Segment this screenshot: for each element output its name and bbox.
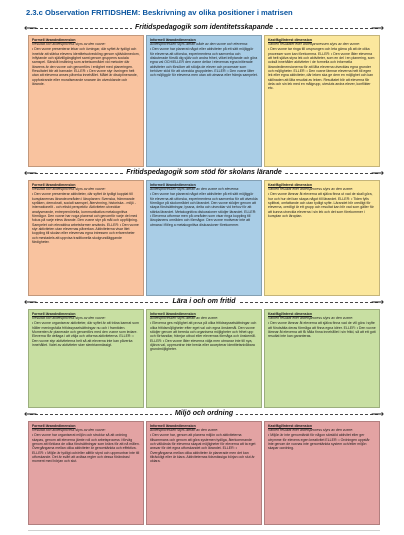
cell-body: • Den vuxne har organiserat miljön och struktur så att ordning skapas, genom att eleverna jämte roll och arbetsprocess i förväg genom att förklara de olika förutsättningar som krävs för att nå målen. Övergångarna mellan olika aktiviteter är genomtänkta och effektiva. ELLER: • Miljön är tydligt och/eller alltför styrd och uppmuntrar inte till utforskande. Det är svårt att avläsa regler och dessa förändras/ moment med början och slut.: [32, 433, 140, 464]
arrow-left-icon: ⟵: [24, 409, 37, 419]
cell-subheading: Varken resultatet eller arbetsprocessen styrs av den vuxne:: [268, 42, 360, 47]
footer-divider: [28, 530, 380, 531]
cell-subheading: Resultat och arbetsprocess styrs av den vuxne:: [32, 428, 106, 433]
cell-heading: Kastfågl/Intrest dimension: [268, 312, 312, 316]
cell-heading: Formell lärandedimension: [32, 38, 76, 42]
cell-body: • Den vuxne lämnar åt eleverna att själva finna ut vad de skall göra, hur och hur det kan skapa något till lärandet. ELLER: • Tiden fylls splittrat, omfattande och utan tydligt syfte. Lärandet blir oredligt för eleverna, oredligt är ett grupp och resultat kan blir vad som gäller för att kunna utveckla eleverna i sin lek och det som förekommer i kursplan och läroplan.: [268, 192, 374, 218]
cell-subheading: Resultat och arbetsprocess styrs av den vuxne:: [32, 187, 106, 192]
section-band: [24, 408, 384, 420]
cell-chaotic: [264, 180, 380, 296]
section-band: [24, 296, 384, 308]
section-band: [24, 167, 384, 179]
cell-heading: Informell lärandedimension: [150, 183, 196, 187]
cell-formal: [28, 180, 144, 296]
cell-heading: Kastfågl/Intrest dimension: [268, 183, 312, 187]
cell-subheading: Arbetsprocessen styrs utifrån av den vuxne:: [150, 316, 219, 321]
cell-informal: [146, 421, 262, 525]
cell-heading: Informell lärandedimension: [150, 424, 196, 428]
cell-body: • Den vuxne presenterar aktiviteter, där syftet är tydligt kopplat till kursplanernas lärandeområden i läroplanen: Svenska, främmande språken, demokrati, socialt samspel, återvinning, historiska - miljö - internationellt - och etiskt perspektiv. Aktiviteten utvecklar analyserande, entreprenöriella, kommunikativa metakognitiva förmågor. Den vuxne har noga planerat och genomför varje del med fokus på varje elevs lärande. Den vuxne styr på mål och uppföljning. Sampelet och elevaktiva arbetsformer används. ELLER: • Den vuxne styr aktiviteten utan elevernas påverkan. Aktiviteterna visar litet koppling till skolan eller elevernas egna intressen och erfarenheter och mestadels att uppvisa traditionella skolgrundläggande färdigheter.: [32, 192, 139, 244]
cell-informal: [146, 309, 262, 408]
cell-subheading: Resultat och arbetsprocess styrs av den vuxne:: [32, 42, 106, 47]
cell-body: • Eleverna ges möjlighet att prova på olika fritidssysselsättningar och olika fritidsmöjligheter efter eget val och egna önskemål. Den vuxne stödjer genom att bereda och organisera möjligheter och frihet upp och förhandlar, främjar utbud eller elevernas förmåga och önskemål. ELLER: • Den vuxne låter eleverna välja men utmanar inte till nya, djärva val, uppmuntrar inte breda eller accepterar identitetsnivåbara grundmöjligheter.: [150, 321, 257, 352]
cell-heading: Formell lärandedimension: [32, 312, 76, 316]
cell-formal: [28, 35, 144, 167]
cell-chaotic: [264, 421, 380, 525]
cell-heading: Kastfågl/Intrest dimension: [268, 38, 312, 42]
cell-body: • Den vuxne organiserar aktiviteter, där syftet är att träna kamrat som håller meningsfulla fritidssysselsättningar nu och i framtiden. Momenten är planerade och genomförs med den vuxne som ledare. Eleverna får deltaga i att välja och utforma aktiviteterna. ELLER: • Den vuxne styr aktiviteterna helt så att eleverna inte kan påverka innehållet. Valet av aktiviteter sker slentrianmässigt.: [32, 321, 139, 347]
cell-heading: Informell lärandedimension: [150, 312, 196, 316]
cell-subheading: Arbetsprocessen styrs utifrån av den vuxne:: [150, 428, 219, 433]
cell-subheading: Varken resultat eller arbetsprocess styrs av den vuxne:: [268, 316, 354, 321]
arrow-right-icon: ⟶: [371, 168, 384, 178]
section-label: Fritidspedagogik som stöd för skolans lärande: [123, 167, 285, 179]
cell-subheading: Varken resultat eller arbetsprocess styrs av den vuxne:: [268, 187, 354, 192]
cell-subheading: Resultat och arbetsprocess styrs av den vuxne:: [32, 316, 106, 321]
page-title: 2.3.c Observation FRITIDSHEM: Beskrivning av olika positioner i matrisen: [26, 8, 293, 17]
cell-subheading: Arbetsprocessen styrs utifrån av den vuxne och eleverna:: [150, 187, 240, 192]
arrow-right-icon: ⟶: [371, 297, 384, 307]
section-band: [24, 22, 384, 34]
cell-subheading: Arbetsprocessen styrs utifrån både av den vuxne och eleverna:: [150, 42, 248, 47]
cell-informal: [146, 35, 262, 167]
cell-body: • Den vuxne tar ringa till ursprungen och leta gärna på att de olika processer som kan förekomma. ELLER: • Den vuxne låter eleverna att helt själva styra lek och aktiviteter, som en del i en planering, som också innehåller aktiviteter i de formella och informella lärandedimensionerna för att låta eleverna utvecklas egna grunder och möjligheter. ELLER: • Den vuxne lämnar eleverna helt till egen lek eller egna aktiviteter, där leken ska ge dem en möjlighet och kan skillnaden att låta resultat av leken. Resultatet blir att eleverna får dela och sin lek med en målgrupp, utesluts andra elever, konflikter etc.: [268, 47, 375, 91]
cell-body: • Den vuxne har planerat något eller aktiviteter på ett sätt möjliggör för eleverna att utforska, experimentera och samverka för att utveckla förmågor på skolområdet och lärandet. Den vuxne stödjer genom att skapa förutsättningar, lyssna, delta och utvecklar vid behov för att stärka lärandet. Metakognitiva diskussioner stödjer lärandet. ELLER: • Eleverna utformar men på områden som visar ringa koppling till läroplanens områden och förmågor. Den vuxne motiverar inte att utmana i flit/eg a metakognitiva diskussioner förekommer.: [150, 192, 258, 227]
arrow-right-icon: ⟶: [371, 409, 384, 419]
cell-formal: [28, 421, 144, 525]
cell-chaotic: [264, 35, 380, 167]
arrow-left-icon: ⟵: [24, 23, 37, 33]
cell-heading: Informell lärandedimension: [150, 38, 196, 42]
cell-body: • Miljön är inte genomtänkt för någon särskild aktivitet eller ger utrymme för elevens egen kreativitet ELLER: • Ordningen uppstår inte genom de vuxnas inte genomtänkta system och/eller miljön skapar oordning.: [268, 433, 370, 451]
cell-body: • Den vuxne presenterar lekar och övningar, där syftet är tydligt och innebär att stärka elevens identitetsutveckling genom självkännedom, inflytande och självtillgänglighet samt genom gruppens sociala samspel. Särskilt inslitning som arbetsområdet vid metoder där lärarens är den vuxne och genomförs i enlighet med planeringen. Resultatet blir att barnade: ELLER: • Den vuxne styr övningen helt utan att eleverna anses påverka innehållet. Målet är disciplinerande, uppfostrande eller moraliserande snarare än utvecklande och lärande.: [32, 47, 140, 86]
cell-formal: [28, 309, 144, 408]
section-label: Miljö och ordning: [172, 408, 236, 420]
cell-heading: Kastfågl/Intrest dimension: [268, 424, 312, 428]
cell-informal: [146, 180, 262, 296]
cell-heading: Formell lärandedimension: [32, 424, 76, 428]
cell-body: • Den vuxne lämnar åt eleverna att själva finna vad de vill göra i syfte att förutsätta deras förmåga att finna egna idéer. ELLER: • Den vuxne lämnar åt eleverna att få hålla finna innehållet i sin fritid, så att ett gott resultat inte kan garanteras.: [268, 321, 376, 339]
section-label: Lära i och om fritid: [169, 296, 238, 308]
cell-body: • Den vuxne har planerat något eller aktiviteter på ett sätt möjliggör för eleverna att utforska, experimentera och samverka och diskuterade förstå dig själv och andra frihet, vilket inflytande och göra egna val OCH/ELLER den vuxne deltar i elevernas egna initierade aktiviteter och försöker att stödja de elever och processer som behöver stöd för att utveckla gruppdelen. ELLER: • Den vuxne låter och möjliggör för eleverna men utan att utmana eller främja sampelet.: [150, 47, 258, 78]
arrow-right-icon: ⟶: [371, 23, 384, 33]
arrow-left-icon: ⟵: [24, 168, 37, 178]
cell-body: • Den vuxne har, genom att planera miljön och aktiviteterna tillsammans och genom att göra systemen tydliga, återkommande och välkända för eleverna skapat möjligheter för eleverna att ta eget ansvar för det egna utforskandet och lärandet. ELLER: • Övergångarna mellan olika aktiviteter är planerade men det kan tillräckligt eller är klara. Aktiviteternas tidsmässiga början och slut är oklara.: [150, 433, 256, 464]
arrow-left-icon: ⟵: [24, 297, 37, 307]
cell-subheading: Varken resultat eller arbetsprocess styrs av den vuxne:: [268, 428, 354, 433]
cell-heading: Formell lärandedimension: [32, 183, 76, 187]
section-label: Fritidspedagogik som identitetsskapande: [132, 22, 276, 34]
cell-chaotic: [264, 309, 380, 408]
